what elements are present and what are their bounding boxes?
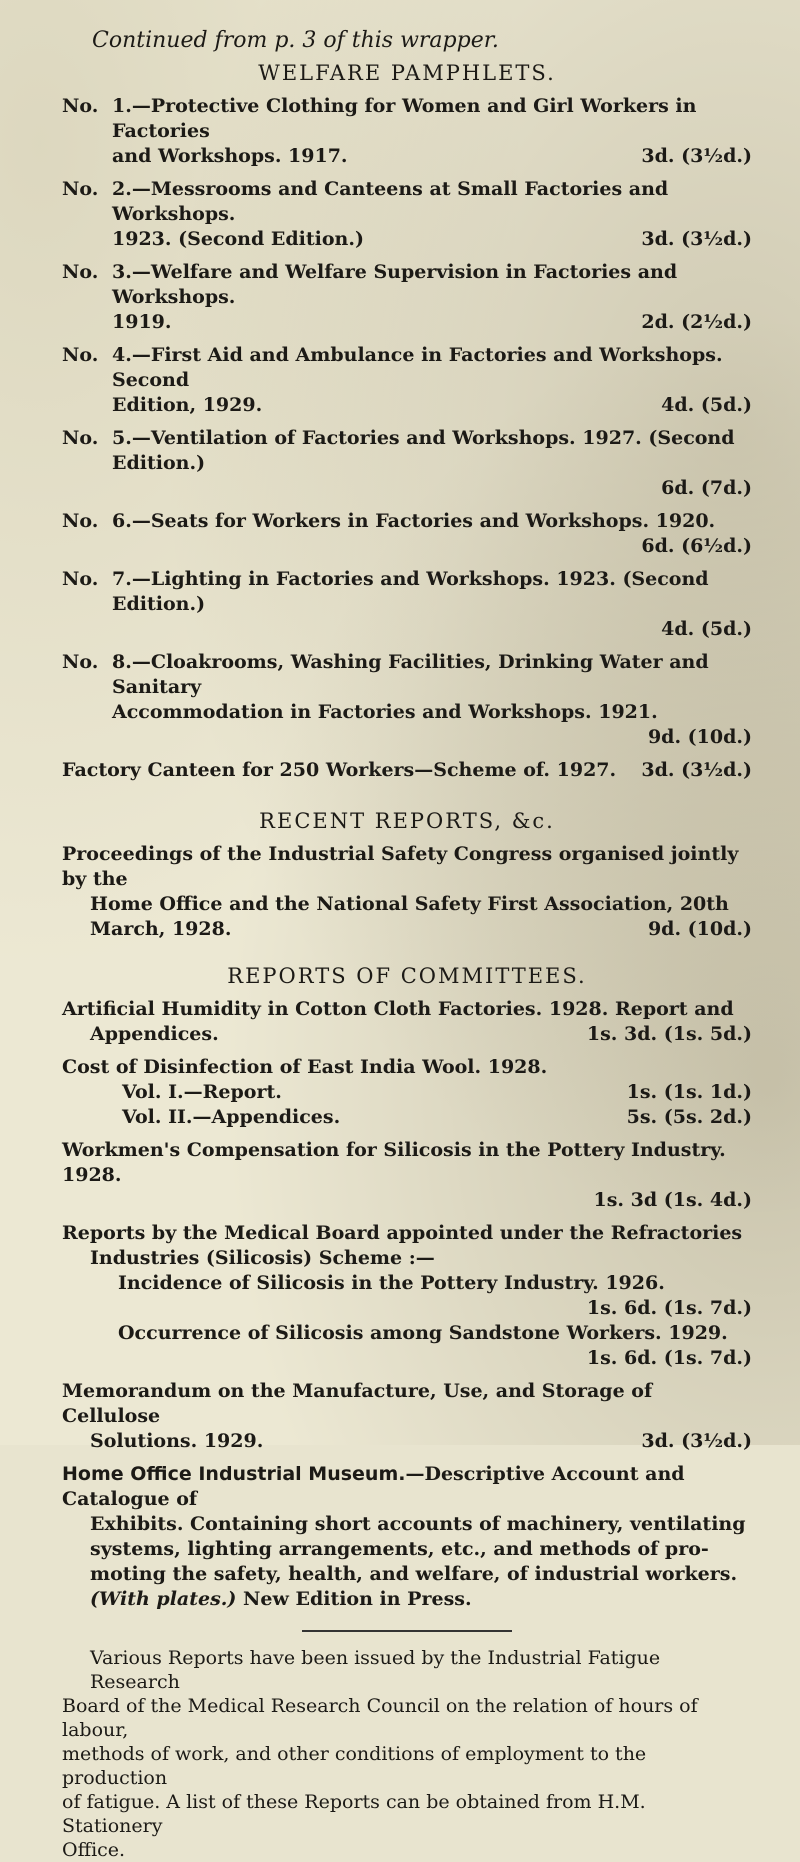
committees-heading: REPORTS OF COMMITTEES. — [227, 964, 587, 988]
item-price: 3d. (3½d.) — [641, 145, 752, 167]
welfare-item-3 — [62, 260, 752, 335]
museum-plates: (With plates.) — [90, 1588, 237, 1610]
canteen-title: Factory Canteen for 250 Workers—Scheme of. 1927. — [62, 759, 617, 781]
recent-line-2: Home Office and the National Safety First Association, 20th — [90, 893, 729, 915]
note-line-3: methods of work, and other conditions of employment to the production — [62, 1743, 647, 1789]
welfare-item-6 — [62, 509, 752, 559]
museum-line-2: Exhibits. Containing short accounts of machinery, ventilating — [90, 1513, 746, 1535]
medical-price-2: 1s. 6d. (1s. 7d.) — [586, 1347, 752, 1369]
recent-line-1: Proceedings of the Industrial Safety Congress organised jointly by the — [62, 843, 739, 890]
recent-item — [62, 842, 752, 942]
item-no: No. — [62, 568, 99, 590]
item-title: 3.—Welfare and Welfare Supervision in Factories and Workshops. — [112, 261, 678, 308]
item-price: 3d. (3½d.) — [641, 228, 752, 250]
welfare-item-4 — [62, 343, 752, 418]
item-title: 1.—Protective Clothing for Women and Girl Workers in Factories — [112, 95, 697, 142]
item-price: 2d. (2½d.) — [641, 311, 752, 333]
item-title: 2.—Messrooms and Canteens at Small Factories and Workshops. — [112, 178, 669, 225]
disinfection-vol-2: Vol. II.—Appendices. — [122, 1106, 341, 1128]
item-title: 7.—Lighting in Factories and Workshops. 1923. (Second Edition.) — [112, 568, 709, 615]
item-no: No. — [62, 510, 99, 532]
item-no: No. — [62, 95, 99, 117]
museum-line-3: systems, lighting arrangements, etc., and methods of pro- — [90, 1538, 709, 1560]
museum-line-1: —Descriptive Account and Catalogue of — [62, 1463, 685, 1510]
welfare-item-2 — [62, 177, 752, 252]
recent-price: 9d. (10d.) — [647, 918, 752, 940]
canteen-price: 3d. (3½d.) — [641, 759, 752, 781]
item-title-cont: and Workshops. 1917. — [112, 145, 348, 167]
divider-rule — [302, 1630, 512, 1632]
fatigue-note — [62, 1646, 752, 1862]
compensation-line-1: Workmen's Compensation for Silicosis in the Pottery Industry. 1928. — [62, 1139, 726, 1186]
compensation-price: 1s. 3d (1s. 4d.) — [593, 1189, 752, 1211]
item-no: No. — [62, 261, 99, 283]
humidity-item — [62, 997, 752, 1047]
item-title: 8.—Cloakrooms, Washing Facilities, Drinking Water and Sanitary — [112, 651, 709, 698]
memorandum-line-2: Solutions. 1929. — [90, 1430, 264, 1452]
medical-item — [62, 1221, 752, 1371]
item-price: 6d. (7d.) — [661, 477, 752, 499]
item-title: 6.—Seats for Workers in Factories and Workshops. 1920. — [112, 510, 716, 532]
note-line-2: Board of the Medical Research Council on the relation of hours of labour, — [62, 1695, 698, 1741]
compensation-item — [62, 1138, 752, 1213]
welfare-item-5 — [62, 426, 752, 501]
disinfection-price-1: 1s. (1s. 1d.) — [626, 1081, 752, 1103]
canteen-item — [62, 758, 752, 783]
item-no: No. — [62, 427, 99, 449]
museum-title: Home Office Industrial Museum. — [62, 1463, 406, 1485]
humidity-price: 1s. 3d. (1s. 5d.) — [586, 1023, 752, 1045]
item-price: 9d. (10d.) — [647, 726, 752, 748]
disinfection-item — [62, 1055, 752, 1130]
item-price: 4d. (5d.) — [661, 618, 752, 640]
museum-line-4: moting the safety, health, and welfare, of industrial workers. — [90, 1563, 738, 1585]
humidity-line-2: Appendices. — [90, 1023, 219, 1045]
welfare-item-8 — [62, 650, 752, 750]
welfare-list — [62, 94, 752, 783]
welfare-item-1 — [62, 94, 752, 169]
disinfection-vol-1: Vol. I.—Report. — [122, 1081, 282, 1103]
disinfection-price-2: 5s. (5s. 2d.) — [626, 1106, 752, 1128]
welfare-item-7 — [62, 567, 752, 642]
museum-item — [62, 1462, 752, 1612]
museum-edition: New Edition in Press. — [243, 1588, 472, 1610]
memorandum-price: 3d. (3½d.) — [641, 1430, 752, 1452]
item-no: No. — [62, 651, 99, 673]
memorandum-line-1: Memorandum on the Manufacture, Use, and Storage of Cellulose — [62, 1380, 653, 1427]
note-line-4: of fatigue. A list of these Reports can be obtained from H.M. Stationery — [62, 1791, 646, 1837]
item-title-cont: 1923. (Second Edition.) — [112, 228, 364, 250]
memorandum-item — [62, 1379, 752, 1454]
item-title-cont: 1919. — [112, 311, 172, 333]
medical-sub-2: Occurrence of Silicosis among Sandstone Workers. 1929. — [118, 1322, 728, 1344]
humidity-line-1: Artificial Humidity in Cotton Cloth Factories. 1928. Report and — [62, 998, 734, 1020]
medical-price-1: 1s. 6d. (1s. 7d.) — [586, 1297, 752, 1319]
recent-line-3: March, 1928. — [90, 918, 232, 940]
item-price: 6d. (6½d.) — [641, 535, 752, 557]
medical-line-1: Reports by the Medical Board appointed under the Refractories — [62, 1222, 743, 1244]
item-title: 4.—First Aid and Ambulance in Factories and Workshops. Second — [112, 344, 723, 391]
note-line-5: Office. — [62, 1839, 126, 1861]
item-no: No. — [62, 178, 99, 200]
item-price: 4d. (5d.) — [661, 394, 752, 416]
item-title: 5.—Ventilation of Factories and Workshops. 1927. (Second Edition.) — [112, 427, 735, 474]
disinfection-line-1: Cost of Disinfection of East India Wool. 1928. — [62, 1056, 548, 1078]
welfare-heading: WELFARE PAMPHLETS. — [258, 61, 556, 85]
medical-sub-1: Incidence of Silicosis in the Pottery Industry. 1926. — [118, 1272, 665, 1294]
medical-line-2: Industries (Silicosis) Scheme :— — [90, 1247, 435, 1269]
continued-note: Continued from p. 3 of this wrapper. — [92, 28, 499, 53]
item-no: No. — [62, 344, 99, 366]
item-title-cont: Edition, 1929. — [112, 394, 263, 416]
wrapper-page — [62, 28, 752, 1862]
item-title-cont: Accommodation in Factories and Workshops. 1921. — [112, 701, 658, 723]
note-line-1: Various Reports have been issued by the Industrial Fatigue Research — [90, 1647, 661, 1693]
recent-heading: RECENT REPORTS, &c. — [259, 809, 555, 833]
